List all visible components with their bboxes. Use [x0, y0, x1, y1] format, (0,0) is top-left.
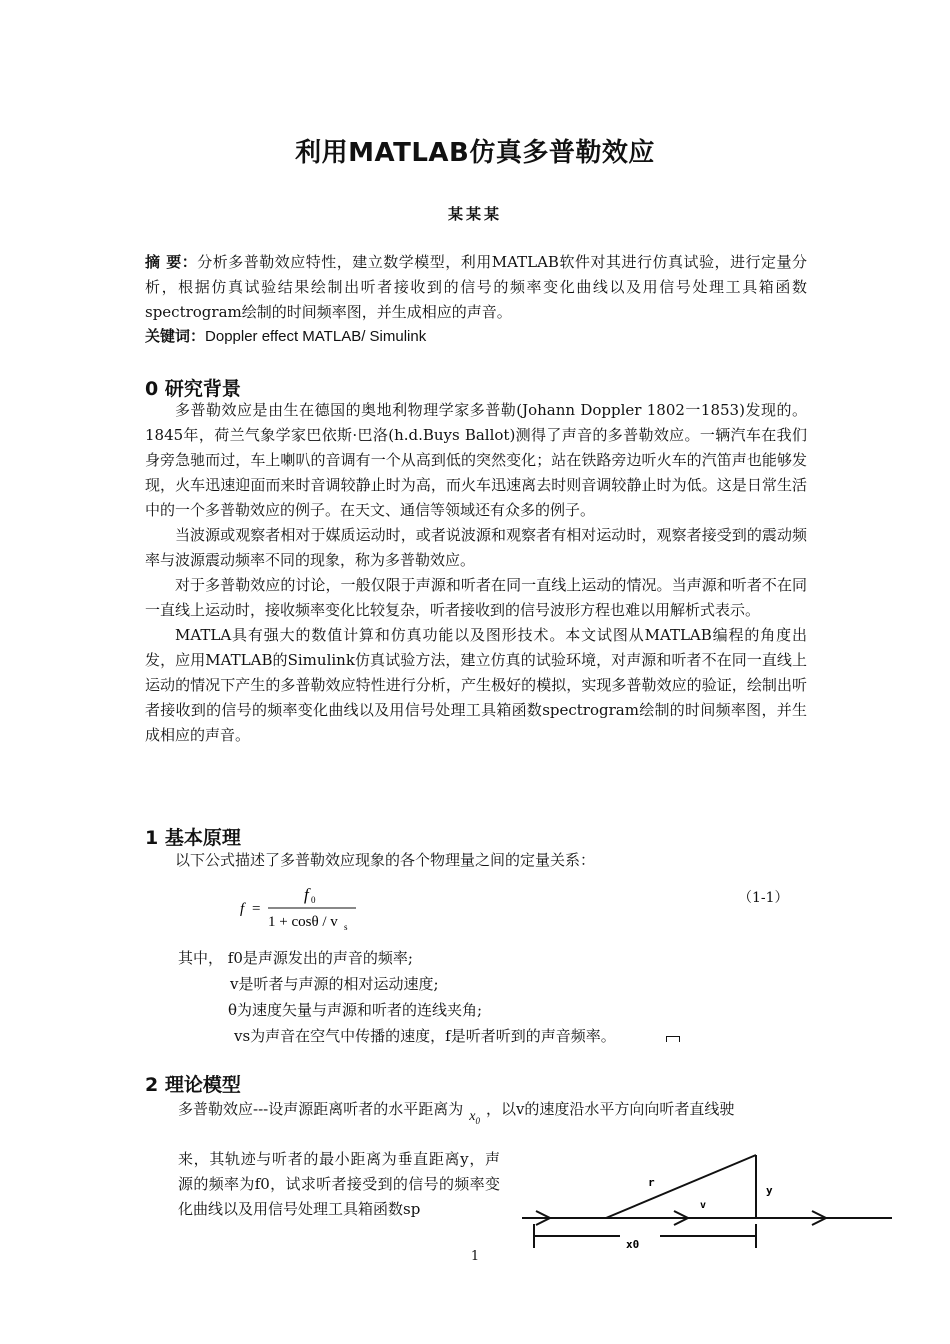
formula-denominator: 1 + cosθ / v	[268, 914, 338, 930]
label-y: y	[766, 1184, 773, 1197]
keywords-block	[145, 324, 807, 349]
section2-heading: 2 理论模型	[145, 1074, 241, 1096]
section2-wrap-text: 来，其轨迹与听者的最小距离为垂直距离y，声源的频率为f0，试求听者接受到的信号的频率变化曲线以及用信号处理工具箱函数sp	[178, 1150, 500, 1218]
keywords-text: Doppler effect MATLAB/ Simulink	[205, 328, 427, 345]
section1-heading: 1 基本原理	[145, 827, 241, 849]
x0-symbol	[469, 1109, 480, 1124]
variable-definitions	[178, 945, 616, 1049]
var-vs: vs为声音在空气中传播的速度，f是听者听到的声音频率。	[234, 1027, 616, 1045]
label-v: v	[700, 1200, 707, 1211]
section0-paragraph-4: MATLA具有强大的数值计算和仿真功能以及图形技术。本文试图从MATLAB编程的角度出发，应用MATLAB的Simulink仿真试验方法，建立仿真的试验环境，对声源和听者不在同一直线上运动的情况下产生的多普勒效应特性进行分析，产生极好的模拟，实现多普勒效应的验证，绘制出听者接收到的信号的频率变化曲线以及用信号处理工具箱函数spectrogram绘制的时间频率图，并生成相应的声音。	[145, 626, 807, 744]
section1-intro-text: 以下公式描述了多普勒效应现象的各个物理量之间的定量关系：	[175, 851, 596, 869]
comment-marker	[666, 1036, 680, 1042]
formula-equals: =	[252, 901, 261, 917]
doppler-formula	[238, 880, 378, 935]
abstract-text: 分析多普勒效应特性，建立数学模型，利用MATLAB软件对其进行仿真试验，进行定量分析，根据仿真试验结果绘制出听者接收到的信号的频率变化曲线以及用信号处理工具箱函数spectrogram绘制的时间频率图，并生成相应的声音。	[145, 253, 807, 321]
formula-numerator: f	[304, 885, 309, 904]
motion-diagram	[520, 1150, 900, 1260]
distance-r-line	[606, 1155, 756, 1218]
abstract-label: 摘 要：	[145, 253, 198, 271]
section1-intro	[145, 848, 807, 873]
section0-paragraph-2: 当波源或观察者相对于媒质运动时，或者说波源和观察者有相对运动时，观察者接受到的震动频率与波源震动频率不同的现象，称为多普勒效应。	[145, 526, 807, 569]
page-number: 1	[470, 1249, 480, 1264]
section2-first-line	[178, 1097, 818, 1134]
section0-paragraph-1: 多普勒效应是由生在德国的奥地利物理学家多普勒(Johann Doppler 1802一1853)发现的。1845年，荷兰气象学家巴依斯·巴洛(h.d.Buys Ballot)测得了声音的多普勒效应。一辆汽车在我们身旁急驰而过，车上喇叭的音调有一个从高到低的突然变化；站在铁路旁边听火车的汽笛声也能够发现，火车迅速迎面而来时音调较静止时为高，而火车迅速离去时则音调较静止时为低。这是日常生活中的一个多普勒效应的例子。在天文、通信等领域还有众多的例子。	[145, 401, 807, 519]
var-v: v是听者与声源的相对运动速度;	[230, 975, 439, 993]
paper-title: 利用MATLAB仿真多普勒效应	[295, 138, 655, 168]
formula-denominator-sub: s	[344, 922, 348, 932]
formula-numerator-sub: 0	[311, 895, 316, 905]
label-r: r	[648, 1176, 655, 1189]
var-theta: θ为速度矢量与声源和听者的连线夹角;	[228, 1001, 483, 1019]
formula-lhs: f	[240, 901, 245, 917]
section0-heading: 0 研究背景	[145, 378, 241, 400]
section2-line1-before: 多普勒效应---设声源距离听者的水平距离为	[178, 1100, 464, 1118]
section0-body	[145, 398, 807, 748]
keywords-label: 关键词：	[145, 327, 206, 345]
equation-number: （1-1）	[738, 890, 789, 906]
x0-letter: x	[469, 1109, 476, 1124]
var-f0: 其中， f0是声源发出的声音的频率;	[178, 949, 413, 967]
author-name: 某某某	[447, 205, 502, 223]
label-x0: x0	[626, 1238, 640, 1251]
section0-paragraph-3: 对于多普勒效应的讨论，一般仅限于声源和听者在同一直线上运动的情况。当声源和听者不在同一直线上运动时，接收频率变化比较复杂，听者接收到的信号波形方程也难以用解析式表示。	[145, 576, 807, 619]
x0-subscript: 0	[475, 1115, 480, 1126]
abstract-block	[145, 250, 807, 325]
section2-line1-after: ，以v的速度沿水平方向向听者直线驶	[485, 1100, 735, 1118]
